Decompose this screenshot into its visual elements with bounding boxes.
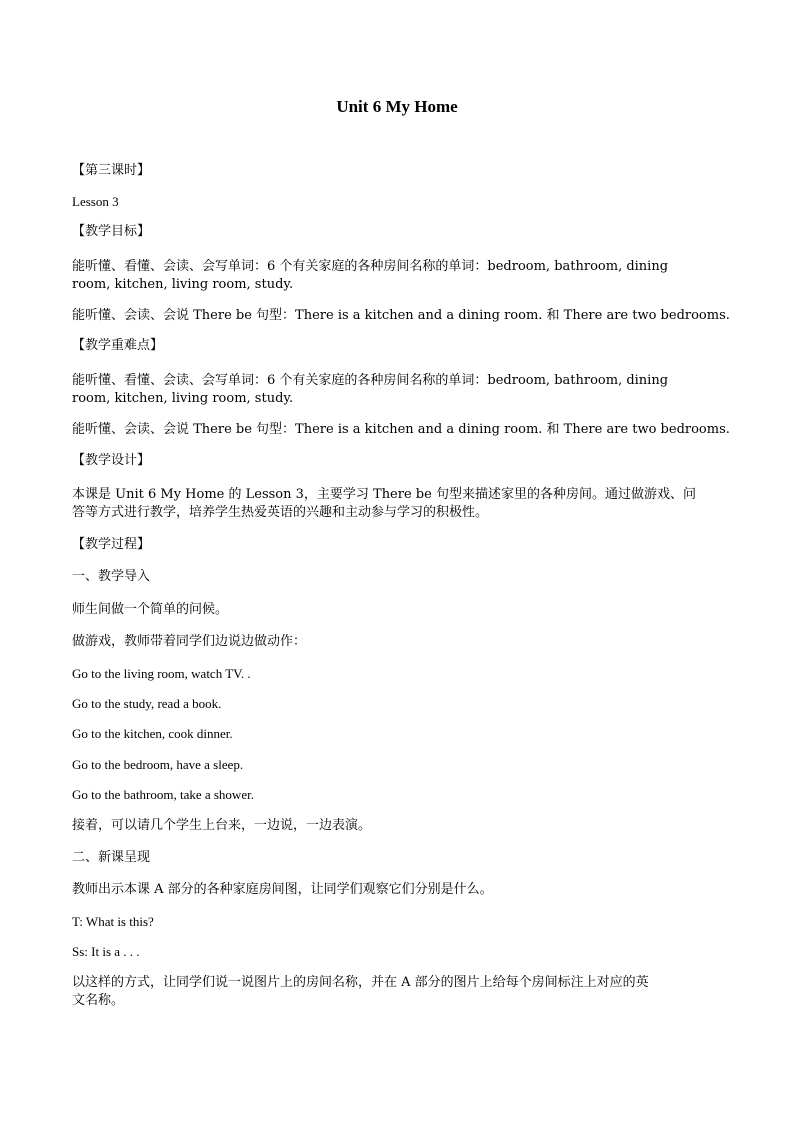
design-paragraph-line-1: 本课是 Unit 6 My Home 的 Lesson 3，主要学习 There be 句型来描述家里的各种房间。通过做游戏、问 [72,487,696,502]
dialogue-teacher: T: What is this? [72,914,154,929]
game-line-kitchen: Go to the kitchen, cook dinner. [72,726,233,741]
section-heading-objectives: 【教学目标】 [72,224,151,239]
document-title: Unit 6 My Home [336,97,458,116]
key-point-sentence: 能听懂、会读、会说 There be 句型：There is a kitchen and a dining room. 和 There are two bedrooms. [72,422,730,437]
intro-perform: 接着，可以请几个学生上台来，一边说，一边表演。 [72,818,372,833]
section-heading-lesson-period: 【第三课时】 [72,163,151,178]
game-line-bedroom: Go to the bedroom, have a sleep. [72,757,244,772]
objective-vocab-line-1: 能听懂、看懂、会读、会写单词：6 个有关家庭的各种房间名称的单词：bedroom, bathroom, dining [72,259,669,274]
intro-game: 做游戏，教师带着同学们边说边做动作： [72,634,307,649]
dialogue-students: Ss: It is a . . . [72,944,140,959]
key-point-vocab-line-2: room, kitchen, living room, study. [72,391,294,406]
game-line-living-room: Go to the living room, watch TV. . [72,666,251,681]
intro-greeting: 师生间做一个简单的问候。 [72,602,229,617]
objective-sentence: 能听懂、会读、会说 There be 句型：There is a kitchen and a dining room. 和 There are two bedrooms. [72,308,730,323]
lesson-label: Lesson 3 [72,194,119,209]
new-lesson-label-line-2: 文名称。 [72,993,125,1008]
game-line-bathroom: Go to the bathroom, take a shower. [72,787,254,802]
game-line-study: Go to the study, read a book. [72,696,222,711]
section-heading-design: 【教学设计】 [72,453,151,468]
step-heading-intro: 一、教学导入 [72,569,151,584]
section-heading-key-points: 【教学重难点】 [72,338,164,353]
design-paragraph-line-2: 答等方式进行教学，培养学生热爱英语的兴趣和主动参与学习的积极性。 [72,505,489,520]
new-lesson-label-line-1: 以这样的方式，让同学们说一说图片上的房间名称，并在 A 部分的图片上给每个房间标注上对应的英 [72,975,649,990]
key-point-vocab-line-1: 能听懂、看懂、会读、会写单词：6 个有关家庭的各种房间名称的单词：bedroom, bathroom, dining [72,373,669,388]
new-lesson-show-picture: 教师出示本课 A 部分的各种家庭房间图，让同学们观察它们分别是什么。 [72,882,493,897]
step-heading-new-lesson: 二、新课呈现 [72,850,151,865]
objective-vocab-line-2: room, kitchen, living room, study. [72,277,294,292]
section-heading-process: 【教学过程】 [72,537,151,552]
